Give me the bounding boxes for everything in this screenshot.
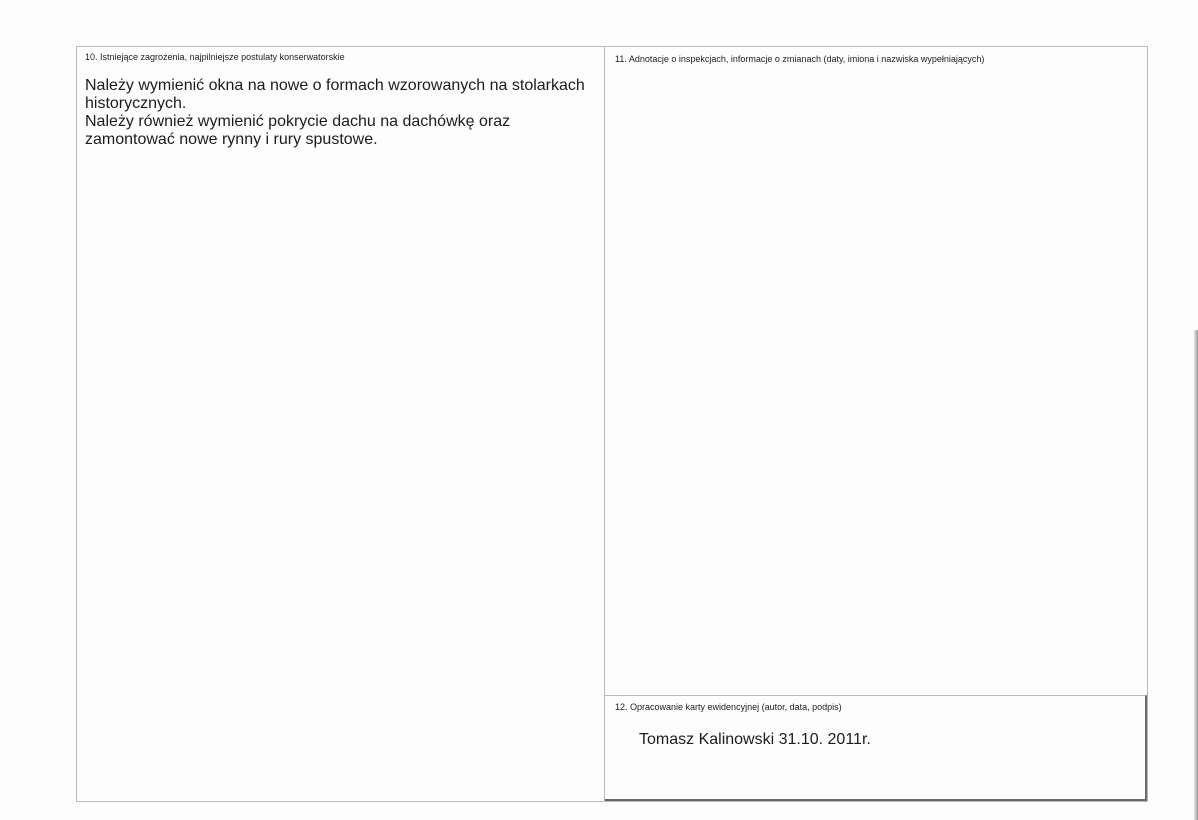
section-10-paragraph-2: Należy również wymienić pokrycie dachu na dachówkę oraz zamontować nowe rynny i rury spustowe. (85, 113, 511, 148)
section-12-label: 12. Opracowanie karty ewidencyjnej (autor, data, podpis) (615, 702, 842, 712)
author-entry: Tomasz Kalinowski 31.10. 2011r. (639, 731, 871, 748)
section-10-content (85, 77, 600, 149)
scan-edge-shadow (1194, 330, 1198, 820)
section-10-label: 10. Istniejące zagrożenia, najpilniejsze postulaty konserwatorskie (85, 52, 345, 62)
record-card-form (76, 46, 1148, 802)
right-column (605, 47, 1147, 801)
section-11-label: 11. Adnotacje o inspekcjach, informacje o zmianach (daty, imiona i nazwiska wypełniających) (615, 54, 985, 64)
section-10-cell (77, 47, 605, 801)
section-12-cell (605, 695, 1147, 801)
section-10-paragraph-1: Należy wymienić okna na nowe o formach wzorowanych na stolarkach historycznych. (85, 77, 585, 112)
